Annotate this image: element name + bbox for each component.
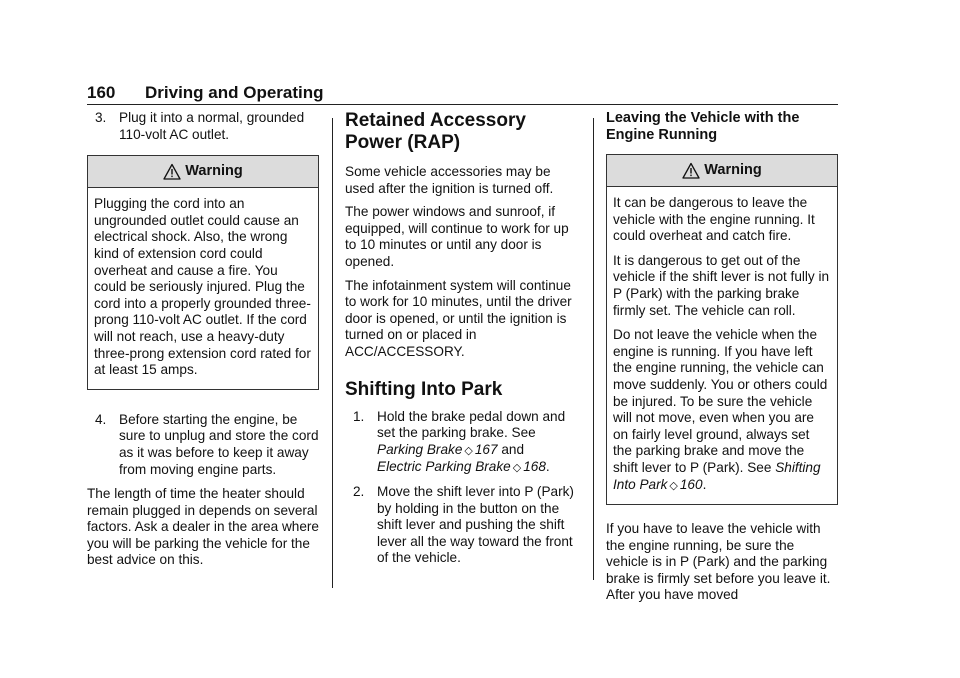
electric-parking-brake-page[interactable]: 168: [523, 459, 546, 475]
electric-parking-brake-link[interactable]: Electric Parking Brake: [377, 459, 511, 475]
list-item-step-4: [87, 412, 319, 478]
page-reference-icon: ◇: [669, 479, 678, 492]
warning-paragraph-3: [613, 327, 831, 494]
shifting-into-park-page[interactable]: 160: [679, 476, 703, 492]
warning-title: Warning: [185, 163, 243, 180]
leaving-vehicle-heading-line-1: Leaving the Vehicle with the: [606, 110, 800, 126]
section-title: Driving and Operating: [145, 83, 324, 102]
rap-paragraph-3: The infotainment system will continue to work for 10 minutes, until the driver door is opened, or until the ignition is turned on or placed in ACC/ACCESSORY.: [345, 277, 572, 359]
column-divider-2: [593, 118, 594, 580]
warning-paragraph-3-text: Do not leave the vehicle when the engine is running. If you have left the engine running, the vehicle can move suddenly. You or others could be injured. To be sure the vehicle will not move, even when you are on fairly level ground, always set the parking brake and move the shift lever to P (Park). See: [613, 327, 828, 475]
rap-heading-line-1: Retained Accessory: [345, 110, 526, 131]
warning-triangle-icon: [682, 162, 700, 180]
list-item-step-1: [345, 409, 580, 477]
warning-box-extension-cord: [87, 155, 319, 390]
list-item-step-3: [87, 110, 319, 143]
list-item-step-2: [345, 484, 580, 567]
shifting-into-park-link[interactable]: Shifting Into Park: [613, 459, 821, 492]
leaving-vehicle-heading-line-2: Engine Running: [606, 127, 718, 143]
list-text: Plug it into a normal, grounded 110-volt AC outlet.: [119, 110, 305, 142]
rap-paragraph-2: The power windows and sunroof, if equipped, will continue to work for up to 10 minutes or until any door is opened.: [345, 204, 569, 269]
column-left: [87, 110, 319, 569]
warning-box-engine-running: [606, 154, 838, 505]
column-middle: [345, 110, 580, 567]
page-number: 160: [87, 83, 116, 102]
parking-brake-link[interactable]: Parking Brake: [377, 441, 463, 457]
warning-paragraph-1: It can be dangerous to leave the vehicle with the engine running. It could overheat and catch fire.: [613, 195, 815, 244]
column-right: [606, 110, 838, 604]
warning-body: [607, 187, 837, 504]
header-divider: [87, 104, 838, 105]
page-reference-icon: ◇: [512, 462, 522, 475]
sentence-end: .: [545, 459, 550, 475]
list-number: 1.: [353, 408, 365, 424]
warning-title: Warning: [704, 162, 762, 179]
warning-triangle-icon: [163, 163, 181, 181]
list-number: 4.: [95, 411, 107, 427]
list-text: Move the shift lever into P (Park) by holding in the button on the shift lever and pushing the shift lever all the way toward the front of the vehicle.: [377, 483, 574, 566]
leaving-vehicle-paragraph: If you have to leave the vehicle with the engine running, be sure the vehicle is in P (Park) and the parking brake is firmly set before you leave it. After you have moved: [606, 521, 831, 603]
warning-header: [88, 156, 318, 188]
heater-paragraph: The length of time the heater should remain plugged in depends on several factors. Ask a dealer in the area where you will be parking the vehicle for the best advice on this.: [87, 486, 319, 568]
warning-body: [88, 188, 318, 389]
rap-heading-line-2: Power (RAP): [345, 132, 461, 153]
page-reference-icon: ◇: [464, 444, 473, 457]
rap-paragraph-1: Some vehicle accessories may be used after the ignition is turned off.: [345, 164, 554, 196]
list-number: 3.: [95, 110, 107, 125]
list-text: Before starting the engine, be sure to unplug and store the cord as it was before to keep it away from moving engine parts.: [119, 411, 319, 477]
list-number: 2.: [353, 483, 365, 499]
column-divider-1: [332, 118, 333, 588]
shifting-into-park-heading: Shifting Into Park: [345, 378, 503, 400]
warning-header: [607, 155, 837, 187]
step-1-text: Hold the brake pedal down and set the parking brake. See: [377, 408, 566, 441]
warning-text: Plugging the cord into an ungrounded outlet could cause an electrical shock. Also, the wrong kind of extension cord could overheat and cause a fire. You could be seriously injured. Plug the cord into a properly grounded three-prong 110-volt AC outlet. If the cord will not reach, use a heavy-duty three-prong extension cord rated for at least 15 amps.: [94, 196, 311, 378]
list-text: [377, 409, 580, 477]
and-text: and: [501, 441, 525, 457]
warning-paragraph-2: It is dangerous to get out of the vehicle if the shift lever is not fully in P (Park) with the parking brake firmly set. The vehicle can roll.: [613, 252, 830, 318]
parking-brake-page[interactable]: 167: [474, 441, 498, 457]
sentence-end: .: [702, 476, 707, 492]
